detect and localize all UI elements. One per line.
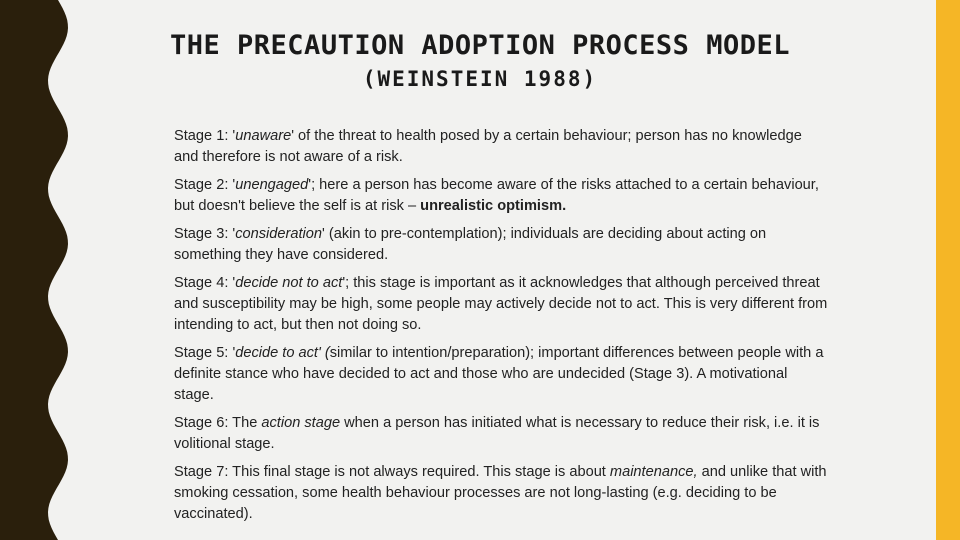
stage-text: '; this stage is important as it acknowledges that although perceived threat and susceptibility may be high, some people may actively decide not to act. This is very different from intending to act, but then not doing so. <box>174 275 828 333</box>
stage-text: ' <box>232 345 236 361</box>
stage-text: '; here a person has become aware of the risks attached to a certain behaviour, but doesn't believe the self is at risk – <box>174 177 819 214</box>
stage-text: ' <box>232 226 236 242</box>
right-accent-bar <box>936 0 960 540</box>
stage-label: Stage 7 <box>174 464 225 480</box>
stage-item <box>174 224 830 266</box>
stage-text: decide to act' ( <box>235 345 330 361</box>
stage-item <box>174 343 830 406</box>
stage-text: ' <box>232 177 236 193</box>
left-wave-band <box>0 0 75 540</box>
stage-label: Stage 2 <box>174 177 225 193</box>
stage-label: Stage 1 <box>174 128 225 144</box>
stage-text: and unlike that with smoking cessation, some health behaviour processes are not long-lasting (e.g. deciding to be vaccinated). <box>174 464 827 522</box>
stage-separator: : <box>224 415 233 431</box>
stage-label: Stage 5: <box>174 345 229 361</box>
stage-text: when a person has initiated what is necessary to reduce their risk, i.e. it is volitional stage. <box>174 415 820 452</box>
stage-text: unaware <box>235 128 292 144</box>
stage-item <box>174 126 830 168</box>
stage-text: unengaged <box>235 177 309 193</box>
stage-item <box>174 273 830 336</box>
stage-separator: : <box>224 128 233 144</box>
stage-text: ' of the threat to health posed by a certain behaviour; person has no knowledge and therefore is not aware of a risk. <box>174 128 802 165</box>
stage-separator: : <box>224 275 233 291</box>
slide-subtitle: (WEINSTEIN 1988) <box>362 67 598 91</box>
stage-label: Stage 6 <box>174 415 225 431</box>
stage-text: action stage <box>261 415 341 431</box>
stage-text: decide not to act <box>235 275 343 291</box>
stage-item <box>174 175 830 217</box>
stage-separator: : <box>224 177 233 193</box>
stage-list <box>174 126 830 532</box>
stage-text: The <box>232 415 262 431</box>
stage-text: maintenance, <box>609 464 698 480</box>
stage-text: consideration <box>235 226 323 242</box>
stage-text: ' <box>232 128 236 144</box>
stage-separator: : <box>224 226 233 242</box>
stage-item <box>174 413 830 455</box>
stage-text: ' <box>232 275 236 291</box>
stage-text: similar to intention/preparation); important differences between people with a definite stance who have decided to act and those who are undecided (Stage 3). A motivational stage. <box>174 345 824 403</box>
slide-title: THE PRECAUTION ADOPTION PROCESS MODEL <box>170 30 790 61</box>
stage-label: Stage 4 <box>174 275 225 291</box>
stage-text: unrealistic optimism. <box>420 198 567 214</box>
stage-item <box>174 462 830 525</box>
stage-label: Stage 3 <box>174 226 225 242</box>
stage-separator: : <box>224 464 233 480</box>
stage-text: ' (akin to pre-contemplation); individuals are deciding about acting on something they have considered. <box>174 226 767 263</box>
stage-text: This final stage is not always required. This stage is about <box>232 464 610 480</box>
